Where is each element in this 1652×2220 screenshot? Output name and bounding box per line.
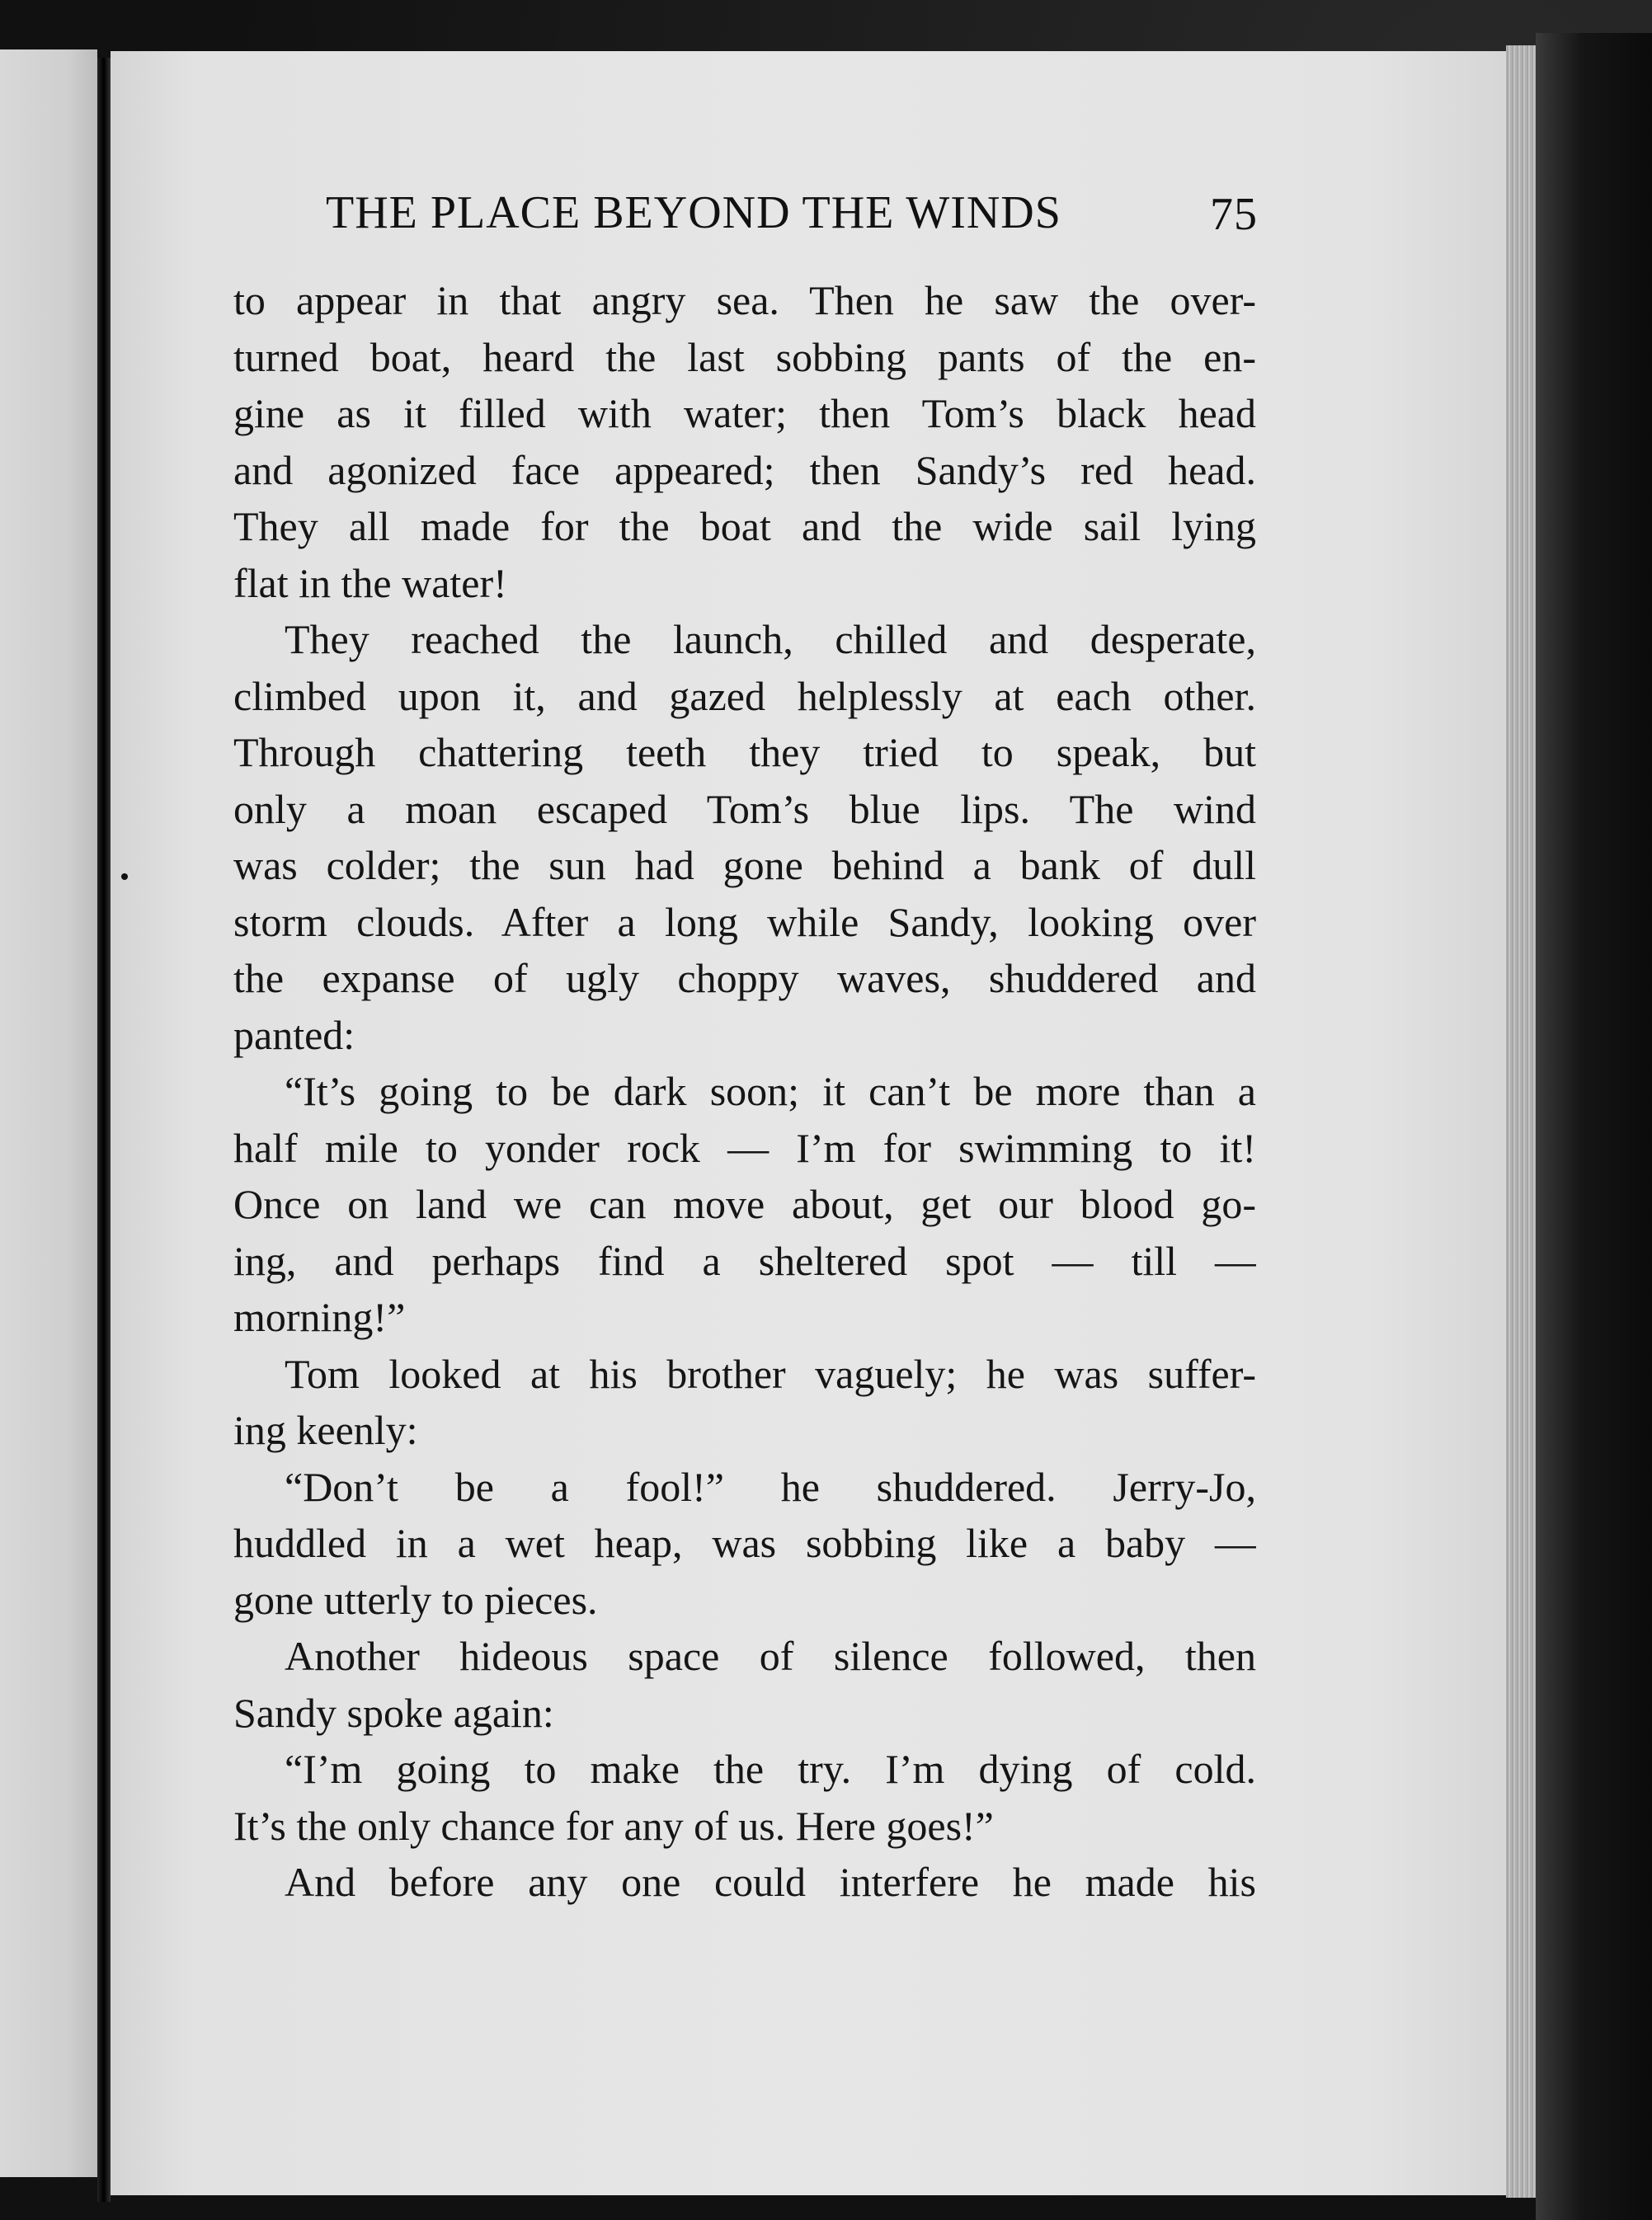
text-line: “Don’t be a fool!” he shuddered. Jerry-Jo, bbox=[285, 1463, 1256, 1510]
text-line: storm clouds. After a long while Sandy, looking over bbox=[233, 898, 1256, 945]
text-line: was colder; the sun had gone behind a bank of dull bbox=[233, 842, 1256, 888]
running-head bbox=[326, 186, 1258, 244]
text-line: the expanse of ugly choppy waves, shuddered and bbox=[233, 955, 1256, 1001]
facing-page-edge bbox=[0, 49, 97, 2177]
text-line: and agonized face appeared; then Sandy’s red head. bbox=[233, 446, 1256, 493]
text-line: climbed upon it, and gazed helplessly at each other. bbox=[233, 672, 1256, 719]
scan-speck bbox=[121, 873, 128, 880]
text-line: And before any one could interfere he made his bbox=[285, 1859, 1256, 1905]
text-line: flat in the water! bbox=[233, 559, 507, 606]
text-line: to appear in that angry sea. Then he saw the over- bbox=[233, 277, 1256, 323]
text-line: They all made for the boat and the wide sail lying bbox=[233, 503, 1256, 549]
text-line: huddled in a wet heap, was sobbing like a baby — bbox=[233, 1520, 1256, 1566]
page-number: 75 bbox=[1210, 189, 1258, 240]
text-line: gone utterly to pieces. bbox=[233, 1576, 598, 1623]
text-line: Tom looked at his brother vaguely; he was suffer- bbox=[285, 1350, 1256, 1397]
running-head-title: THE PLACE BEYOND THE WINDS bbox=[326, 187, 1061, 238]
book-gutter bbox=[97, 58, 111, 2202]
text-line: Another hideous space of silence followed, then bbox=[285, 1633, 1256, 1679]
text-line: ing, and perhaps find a sheltered spot — till — bbox=[233, 1237, 1256, 1284]
text-line: ing keenly: bbox=[233, 1407, 418, 1453]
text-line: gine as it filled with water; then Tom’s black head bbox=[233, 390, 1256, 436]
text-line: turned boat, heard the last sobbing pants of the en- bbox=[233, 333, 1256, 380]
text-line: panted: bbox=[233, 1011, 355, 1058]
text-line: It’s the only chance for any of us. Here goes!” bbox=[233, 1802, 994, 1849]
text-line: morning!” bbox=[233, 1294, 406, 1340]
body-text bbox=[233, 272, 1256, 1911]
text-line: “It’s going to be dark soon; it can’t be more than a bbox=[285, 1068, 1256, 1114]
text-line: Once on land we can move about, get our blood go- bbox=[233, 1181, 1256, 1227]
text-line: Sandy spoke again: bbox=[233, 1689, 554, 1736]
text-line: They reached the launch, chilled and desperate, bbox=[285, 616, 1256, 662]
page-fore-edge bbox=[1506, 45, 1536, 2198]
text-line: half mile to yonder rock — I’m for swimming to it! bbox=[233, 1124, 1256, 1171]
text-line: Through chattering teeth they tried to speak, but bbox=[233, 729, 1256, 775]
text-line: only a moan escaped Tom’s blue lips. The wind bbox=[233, 785, 1256, 832]
scan-shadow bbox=[1536, 33, 1652, 2220]
text-line: “I’m going to make the try. I’m dying of cold. bbox=[285, 1746, 1256, 1792]
